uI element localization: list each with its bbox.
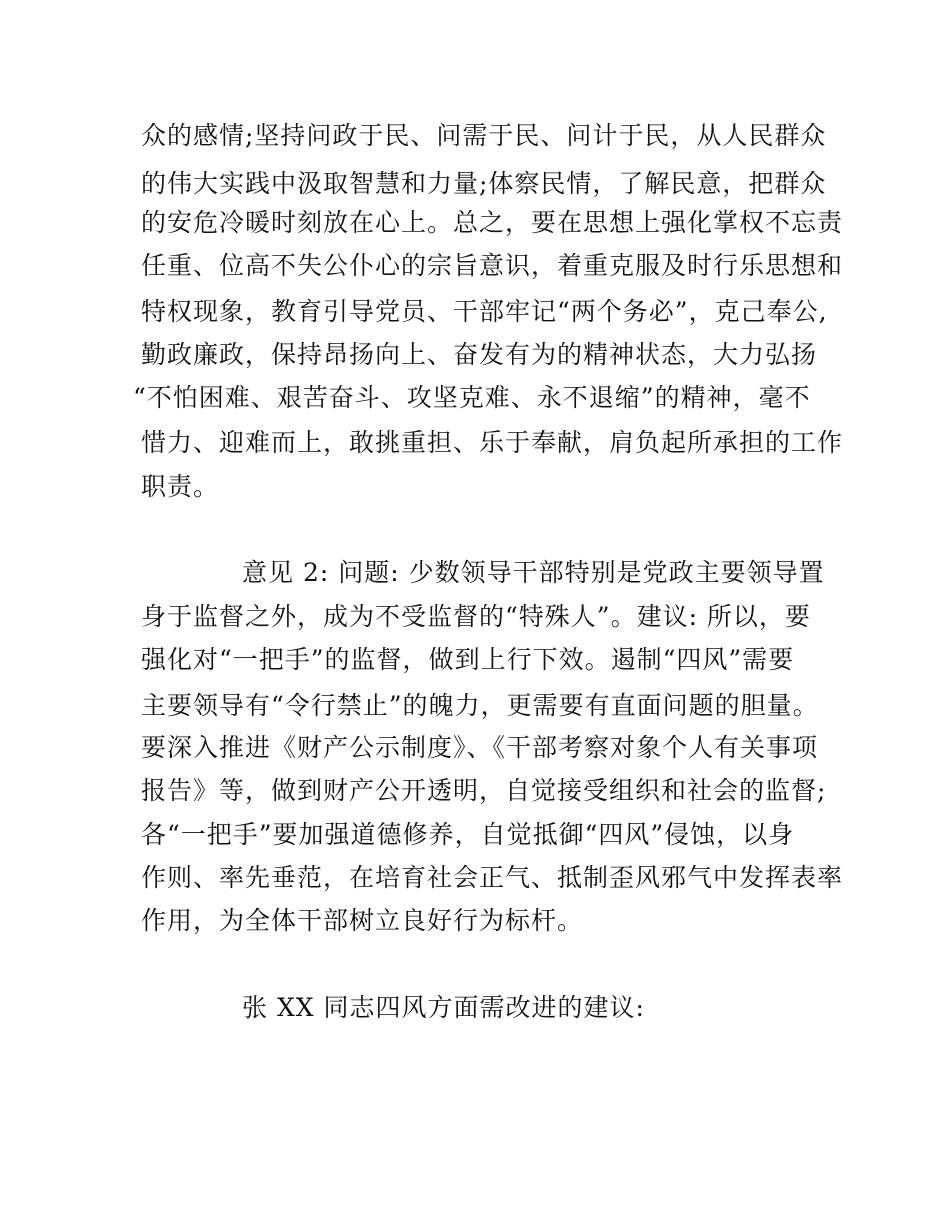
paragraph-1-line-2: 的伟大实践中汲取智慧和力量;体察民情，了解民意，把群众 (141, 169, 827, 198)
paragraph-2-line-4: 主要领导有“令行禁止”的魄力，更需要有直面问题的胆量。 (141, 691, 819, 720)
paragraph-1-line-5: 特权现象，教育引导党员、干部牢记“两个务必”，克己奉公, (141, 297, 828, 326)
paragraph-1-line-9: 职责。 (141, 472, 220, 501)
paragraph-1-line-3: 的安危冷暖时刻放在心上。总之，要在思想上强化掌权不忘责 (141, 208, 844, 237)
paragraph-1-line-6: 勤政廉政，保持昂扬向上、奋发有为的精神状态，大力弘扬 (141, 340, 818, 369)
paragraph-2-line-1: 意见 2: 问题: 少数领导干部特别是党政主要领导置 (242, 558, 825, 587)
section-heading: 张 XX 同志四风方面需改进的建议: (242, 993, 645, 1022)
paragraph-2-line-6: 报告》等，做到财产公开透明，自觉接受组织和社会的监督; (141, 776, 827, 805)
paragraph-1-line-8: 惜力、迎难而上，敢挑重担、乐于奉献，肩负起所承担的工作 (141, 428, 844, 457)
paragraph-2-line-9: 作用，为全体干部树立良好行为标杆。 (141, 906, 584, 935)
paragraph-2-line-3: 强化对“一把手”的监督，做到上行下效。遏制“四风”需要 (141, 645, 795, 674)
paragraph-2-line-2: 身于监督之外，成为不受监督的“特殊人”。建议: 所以，要 (141, 602, 811, 631)
paragraph-2-line-7: 各“一把手”要加强道德修养，自觉抵御“四风”侵蚀，以身 (141, 820, 795, 849)
paragraph-1-line-1: 众的感情;坚持问政于民、问需于民、问计于民，从人民群众 (141, 121, 827, 150)
paragraph-2-line-5: 要深入推进《财产公示制度》、《干部考察对象个人有关事项 (141, 733, 819, 762)
paragraph-1-line-7: “不怕困难、艰苦奋斗、攻坚克难、永不退缩”的精神，毫不 (133, 383, 811, 412)
paragraph-2-line-8: 作则、率先垂范，在培育社会正气、抵制歪风邪气中发挥表率 (141, 863, 844, 892)
paragraph-1-line-4: 任重、位高不失公仆心的宗旨意识，着重克服及时行乐思想和 (141, 251, 844, 280)
